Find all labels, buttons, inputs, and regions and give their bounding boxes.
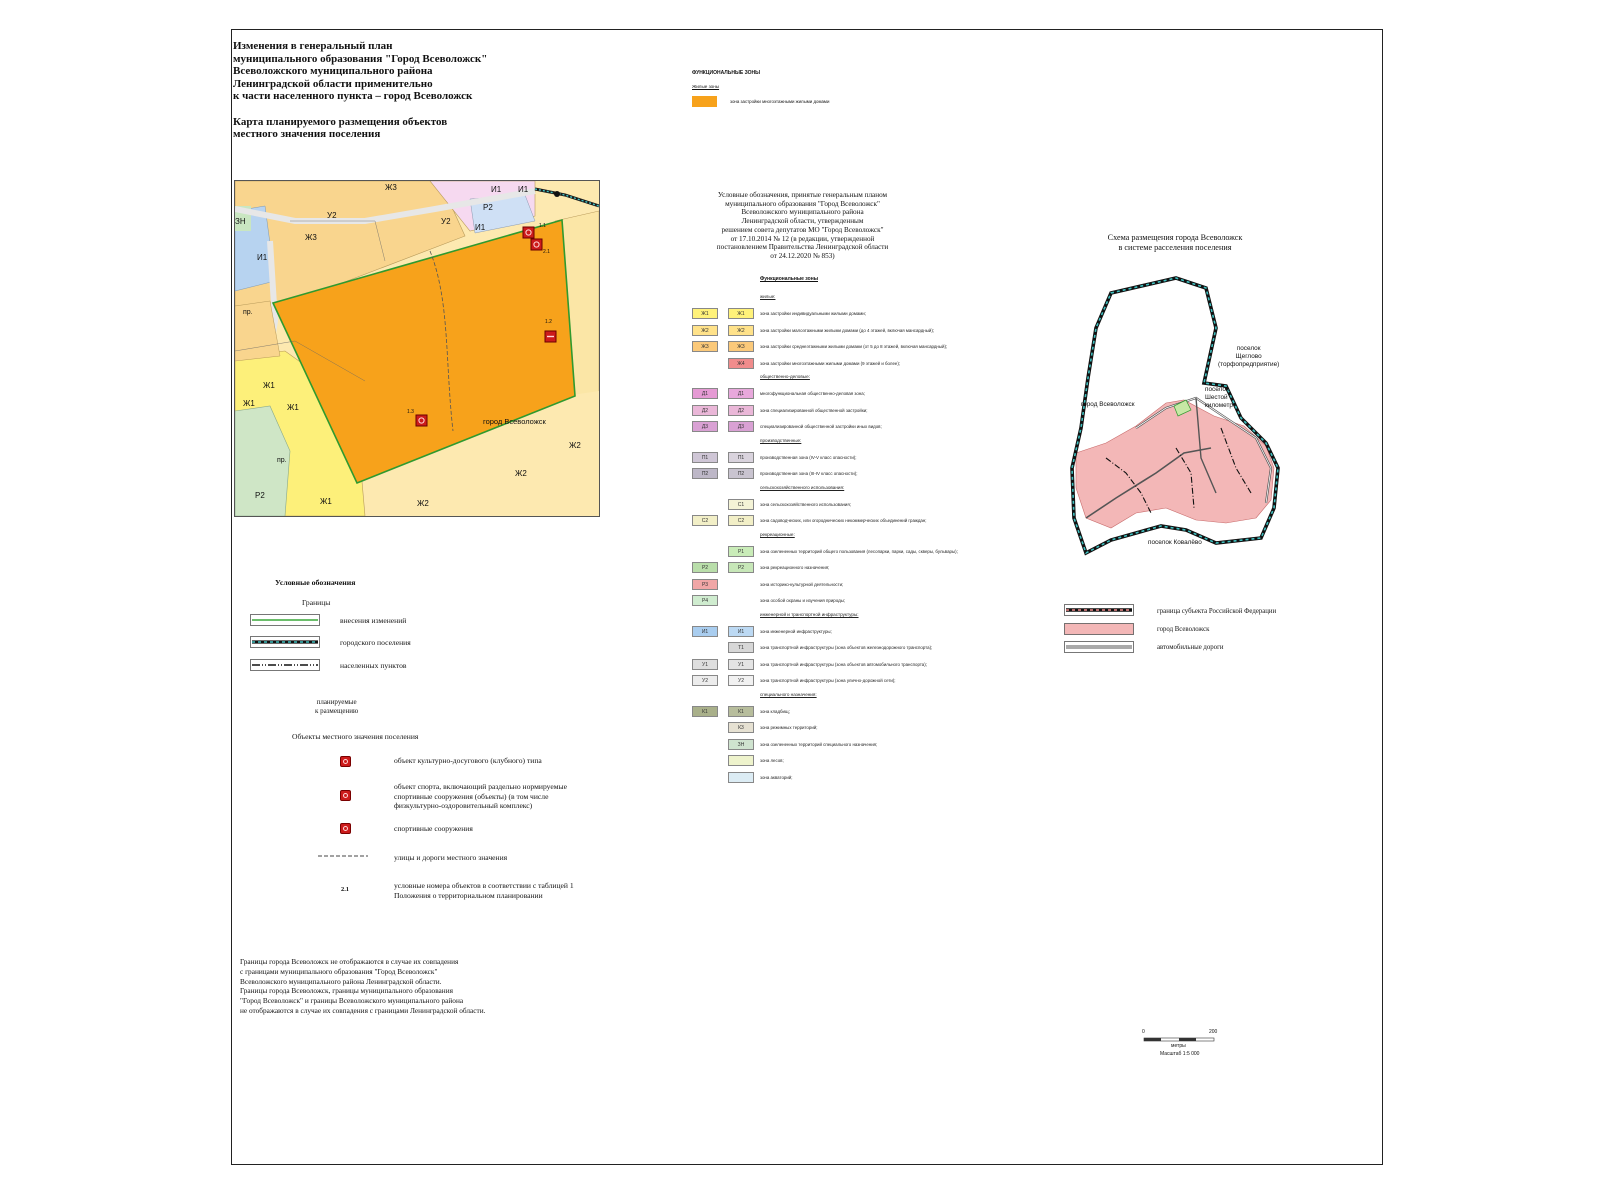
scale-end: 200 [1209, 1029, 1218, 1035]
label-line: поселок [1205, 386, 1229, 393]
gp-zone-swatch-planned: Ж4 [728, 358, 754, 369]
zone-label: Ж3 [385, 183, 397, 192]
gp-group-label: инженерной и транспортной инфраструктуры: [760, 611, 859, 617]
map-title [233, 40, 613, 141]
gp-zone-swatch-planned: С1 [728, 499, 754, 510]
gp-zone-swatch-existing: Д3 [692, 421, 718, 432]
title-line: муниципального образования "Город Всеволожск" [233, 52, 488, 65]
number-desc-line: Положения о территориальном планировании [394, 890, 543, 900]
roads-label: улицы и дороги местного значения [394, 853, 508, 862]
zone-label: Ж1 [243, 399, 255, 408]
gp-zone-swatch-planned: Ж2 [728, 325, 754, 336]
gp-zone-swatch-existing: П1 [692, 452, 718, 463]
zone-label: Ж1 [287, 403, 299, 412]
gp-zone-label: зона застройки среднеэтажными жилыми домами (от 5 до 8 этажей, включая мансардный); [760, 344, 948, 349]
gp-zone-swatch-planned: Ж3 [728, 341, 754, 352]
zone-label: ЗН [235, 217, 246, 226]
gp-group-label: специального назначения: [760, 691, 817, 697]
gp-zone-label: зона озелененных территорий общего пользования (лесопарки, парки, сады, скверы, бульвары); [760, 548, 958, 554]
number-sample: 2.1 [341, 886, 349, 893]
culture-object-icon [340, 756, 351, 767]
gp-zone-swatch-existing: Д2 [692, 405, 718, 416]
zone-label: И1 [475, 223, 486, 232]
gp-zones-header: Функциональные зоны [760, 276, 818, 282]
planned-line: к размещению [315, 707, 359, 715]
gp-zone-swatch-existing: И1 [692, 626, 718, 637]
gp-group-label: сельскохозяйственного использования: [760, 484, 845, 490]
gp-zone-swatch-existing: Д1 [692, 388, 718, 399]
gp-zone-label: производственная зона (IV-V класс опасности); [760, 454, 857, 460]
main-map-canvas [235, 181, 599, 516]
object-number: 1.1 [539, 223, 546, 229]
gp-zone-label: зона историко-культурной деятельности; [760, 581, 844, 587]
subtitle-line: местного значения поселения [233, 128, 381, 140]
number-desc-line: условные номера объектов в соответствии с таблицей 1 [394, 881, 574, 890]
object-desc-line: физкультурно-оздоровительный комплекс) [394, 801, 533, 810]
object-symbol-1-3[interactable] [416, 415, 427, 426]
zone-label: Ж2 [569, 441, 581, 450]
main-map[interactable] [234, 180, 600, 517]
func-zone-label: зона застройки многоэтажными жилыми домами [730, 99, 830, 104]
scale-unit: метры [1171, 1043, 1186, 1049]
gp-zone-swatch-planned: Т1 [728, 642, 754, 653]
objects-header: Объекты местного значения поселения [292, 732, 419, 741]
gp-title-line: Всеволожского муниципального района [741, 208, 864, 217]
object-symbol-2-1[interactable] [531, 239, 542, 250]
scheme-title-line: Схема размещения города Всеволожск [1107, 233, 1243, 242]
title-line: Ленинградской области применительно [233, 77, 433, 90]
gp-title-line: от 24.12.2020 № 853) [770, 251, 835, 260]
gp-zone-label: многофункциональная общественно-деловая зона; [760, 391, 865, 396]
zone-label: Р2 [255, 491, 265, 500]
gp-zone-label: зона кладбищ; [760, 708, 790, 714]
note-line: Всеволожского муниципального района Ленинградской области. [240, 976, 442, 986]
gp-zone-label: зона специализированной общественной застройки; [760, 407, 868, 413]
gp-zone-swatch-planned: П1 [728, 452, 754, 463]
gp-zone-swatch-existing: Р2 [692, 562, 718, 573]
gp-title-line: постановлением Правительства Ленинградской области [716, 243, 889, 252]
zone-label: Ж2 [515, 469, 527, 478]
object-desc [394, 782, 567, 811]
object-number: 2.1 [543, 249, 550, 255]
title-line: Всеволожского муниципального района [233, 65, 433, 77]
gp-zone-label: зона сельскохозяйственного использования; [760, 501, 851, 507]
scheme-scheglovo-label [1218, 345, 1279, 369]
gp-zone-label: зона лесов; [760, 758, 784, 763]
gp-zone-swatch-planned: И1 [728, 626, 754, 637]
label-line: Щеглово [1235, 353, 1262, 360]
scheme-shestoy-label [1205, 386, 1233, 410]
label-line: поселок [1236, 345, 1261, 352]
gp-legend-title [690, 191, 915, 261]
gp-zone-swatch-planned: Д3 [728, 421, 754, 432]
scheme-legend-label: автомобильные дороги [1157, 644, 1224, 651]
planned-line: планируемые [316, 698, 357, 706]
scale-start: 0 [1142, 1029, 1145, 1035]
scheme-kovalevo-label: поселок Ковалёво [1148, 539, 1202, 546]
zone-label: Р2 [483, 203, 493, 212]
note-line: Границы города Всеволожск, границы муниципального образования [240, 986, 453, 996]
gp-zone-swatch-existing: У1 [692, 659, 718, 670]
object-desc-line: объект культурно-досугового (клубного) типа [394, 756, 542, 765]
gp-zone-label: зона садоводческих, или огороднических некоммерческих объединений граждан; [760, 518, 927, 523]
object-desc [394, 824, 473, 834]
gp-title-line: Условные обозначения, принятые генеральным планом [717, 191, 888, 199]
zone-label: пр. [243, 309, 253, 316]
gp-zone-swatch-planned: У1 [728, 659, 754, 670]
zone-label: И1 [491, 185, 502, 194]
gp-zone-label: зона акваторий; [760, 774, 793, 780]
gp-zone-label: зона озелененных территорий специального назначения; [760, 741, 878, 747]
label-line: (торфопредприятие) [1218, 361, 1280, 368]
zone-label: Ж1 [320, 497, 332, 506]
border-label: населенных пунктов [340, 661, 407, 670]
borders-note [240, 957, 485, 1016]
gp-zone-swatch-planned: П2 [728, 468, 754, 479]
gp-zone-swatch-planned [728, 755, 754, 766]
gp-zone-swatch-existing: Ж3 [692, 341, 718, 352]
gp-title-line: от 17.10.2014 № 12 (в редакции, утвержденной [730, 234, 875, 243]
label-line: Шестой [1205, 394, 1228, 401]
gp-group-label: общественно-деловые: [760, 374, 810, 379]
zone-label: И1 [257, 253, 268, 262]
gp-zone-swatch-existing: Ж2 [692, 325, 718, 336]
scheme-title-line: в системе расселения поселения [1118, 243, 1232, 252]
gp-zone-label: зона особой охраны и изучения природы; [760, 598, 846, 603]
title-line: Изменения в генеральный план [233, 40, 393, 52]
func-zones-group: Жилые зоны [692, 84, 720, 89]
scheme-legend-label: граница субъекта Российской Федерации [1157, 608, 1277, 615]
gp-zone-swatch-existing: С2 [692, 515, 718, 526]
note-line: с границами муниципального образования "Город Всеволожск" [240, 966, 438, 976]
gp-zone-swatch-existing: П2 [692, 468, 718, 479]
borders-header: Границы [302, 598, 331, 607]
gp-zone-label: зона застройки малоэтажными жилыми домами (до 4 этажей, включая мансардный); [760, 327, 934, 333]
border-label: внесения изменений [340, 616, 407, 625]
note-line: "Город Всеволожск" и границы Всеволожского муниципального района [240, 996, 464, 1006]
gp-zone-swatch-planned: ЗН [728, 739, 754, 750]
border-symbols [250, 614, 320, 678]
subtitle-line: Карта планируемого размещения объектов [233, 115, 448, 128]
gp-zone-label: зона инженерной инфраструктуры; [760, 628, 832, 634]
func-zones-header: ФУНКЦИОНАЛЬНЫЕ ЗОНЫ [692, 70, 761, 76]
object-desc-line: объект спорта, включающий раздельно нормируемые [394, 782, 567, 791]
gp-zone-label: производственная зона (III-IV класс опасности); [760, 471, 858, 476]
object-desc [394, 756, 542, 766]
planned-label [315, 698, 358, 716]
gp-zone-swatch-planned: Р2 [728, 562, 754, 573]
gp-zone-label: зона рекреационного назначения; [760, 565, 830, 570]
gp-zone-label: зона транспортной инфраструктуры (зона объектов автомобильного транспорта); [760, 661, 927, 667]
zone-label: У2 [327, 211, 337, 220]
border-label: городского поселения [340, 638, 411, 647]
gp-zone-swatch-planned: С2 [728, 515, 754, 526]
note-line: Границы города Всеволожск не отображаются в случае их совпадения [240, 957, 459, 966]
zone-label: Ж3 [305, 233, 317, 242]
gp-zone-swatch-planned: К3 [728, 722, 754, 733]
zone-label: Ж2 [417, 499, 429, 508]
number-desc [394, 881, 574, 900]
gp-title-line: Ленинградской области, утвержденным [741, 217, 864, 226]
gp-zone-label: зона транспортной инфраструктуры (зона объектов железнодорожного транспорта); [760, 645, 933, 650]
gp-group-label: производственные: [760, 437, 802, 443]
settlement-scheme-map[interactable] [1066, 268, 1298, 578]
city-label: город Всеволожск [483, 417, 546, 426]
gp-zone-swatch-planned: Д1 [728, 388, 754, 399]
gp-zone-label: зона режимных территорий; [760, 725, 818, 730]
func-zone-swatch [692, 96, 717, 107]
scale-ratio: Масштаб 1:5 000 [1160, 1051, 1200, 1057]
gp-zone-swatch-planned: У2 [728, 675, 754, 686]
local-road-symbol [318, 852, 368, 860]
scheme-title [1080, 233, 1270, 253]
gp-zone-label: зона транспортной инфраструктуры (зона улично-дорожной сети); [760, 678, 896, 683]
gp-zone-swatch-planned: Д2 [728, 405, 754, 416]
zone-label: У2 [441, 217, 451, 226]
object-desc-line: спортивные сооружения [394, 824, 473, 833]
gp-zone-swatch-planned [728, 772, 754, 783]
object-symbol-1-1[interactable] [523, 227, 534, 238]
sport-object-icon [340, 790, 351, 801]
zone-label: И1 [518, 185, 529, 194]
note-line: не отображаются в случае их совпадения с границами Ленинградской области. [240, 1005, 486, 1015]
sport-facility-icon [340, 823, 351, 834]
title-line: к части населенного пункта – город Всеволожск [233, 90, 473, 102]
gp-zone-swatch-planned: Р1 [728, 546, 754, 557]
gp-zone-swatch-existing: У2 [692, 675, 718, 686]
gp-title-line: муниципального образования "Город Всеволожск" [725, 199, 880, 208]
object-number: 1.2 [545, 319, 552, 325]
scheme-legend-symbols [1064, 604, 1134, 658]
object-number: 1.3 [407, 409, 414, 415]
object-desc-line: спортивные сооружения (объекты) (в том числе [394, 791, 549, 801]
gp-zone-swatch-existing: Р4 [692, 595, 718, 606]
gp-zone-swatch-existing: К1 [692, 706, 718, 717]
gp-title-line: решением совета депутатов МО "Город Всеволожск" [721, 225, 884, 234]
legend-title: Условные обозначения [275, 578, 356, 587]
gp-zone-swatch-planned: К1 [728, 706, 754, 717]
gp-zone-label: зона застройки многоэтажными жилыми домами (9 этажей и более); [760, 360, 901, 366]
scheme-city-label: город Всеволожск [1081, 401, 1135, 408]
gp-zone-swatch-existing: Ж1 [692, 308, 718, 319]
label-line: километр [1205, 402, 1233, 409]
gp-zone-swatch-planned: Ж1 [728, 308, 754, 319]
zone-label: пр. [277, 457, 287, 464]
scheme-legend-label: город Всеволожск [1157, 626, 1210, 633]
gp-zone-label: зона застройки индивидуальными жилыми домами; [760, 311, 866, 316]
gp-zone-swatch-existing: Р3 [692, 579, 718, 590]
gp-group-label: рекреационные: [760, 531, 795, 537]
gp-group-label: жилые: [760, 294, 776, 299]
zone-label: Ж1 [263, 381, 275, 390]
gp-zone-label: специализированной общественной застройки иных видов; [760, 424, 882, 429]
